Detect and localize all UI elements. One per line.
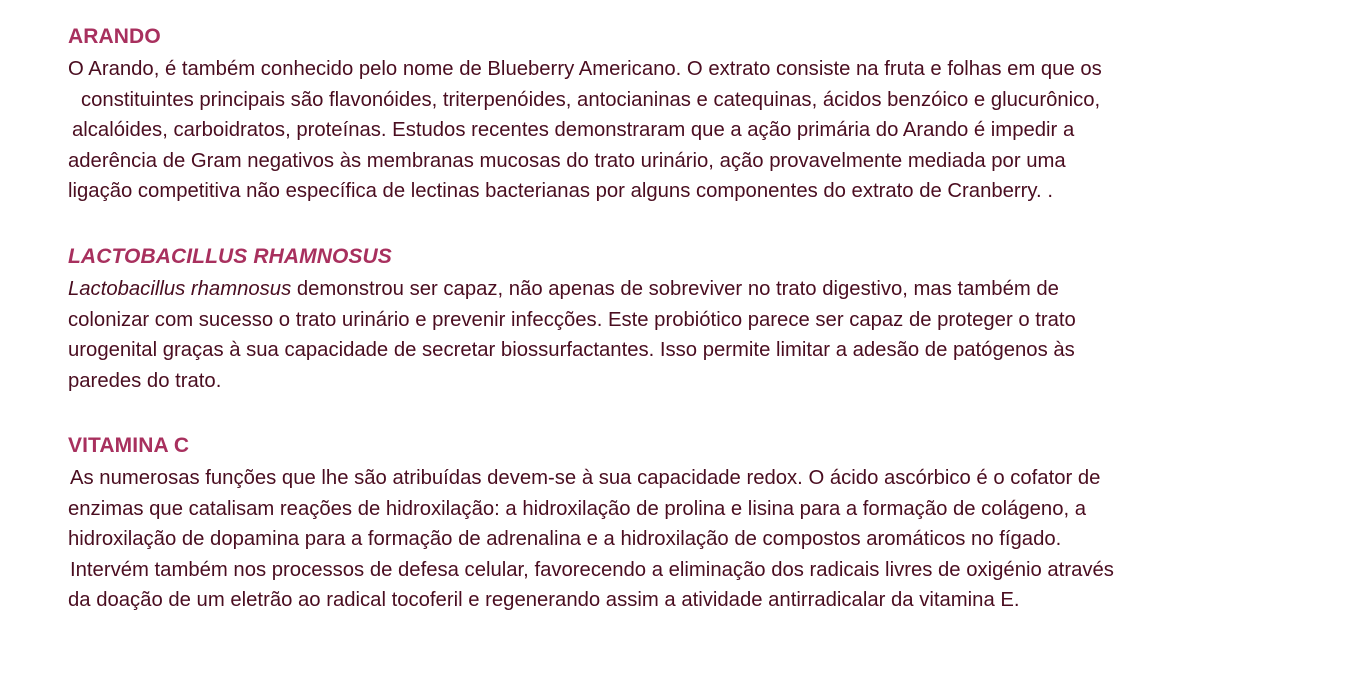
paragraph-line: aderência de Gram negativos às membranas mucosas do trato urinário, ação provavelmente mediada por uma — [68, 149, 1066, 172]
paragraph-text: demonstrou ser capaz, não apenas de sobreviver no trato digestivo, mas também de — [291, 278, 1059, 300]
section-heading-vitamina-c: VITAMINA C — [68, 434, 190, 457]
section-lactobacillus — [68, 244, 1308, 396]
paragraph-line: Intervém também nos processos de defesa celular, favorecendo a eliminação dos radicais livres de oxigénio através — [70, 558, 1114, 581]
paragraph-line: paredes do trato. — [68, 369, 222, 392]
paragraph-line: colonizar com sucesso o trato urinário e prevenir infecções. Este probiótico parece ser capaz de proteger o trato — [68, 308, 1076, 331]
section-body-lactobacillus — [68, 274, 1308, 396]
paragraph-line: da doação de um eletrão ao radical tocoferil e regenerando assim a atividade antirradicalar da vitamina E. — [68, 589, 1020, 611]
section-body-arando — [68, 54, 1308, 207]
paragraph-line: O Arando, é também conhecido pelo nome de Blueberry Americano. O extrato consiste na fruta e folhas em que os — [68, 58, 1102, 80]
section-vitamina-c — [68, 433, 1308, 616]
paragraph-line: alcalóides, carboidratos, proteínas. Estudos recentes demonstraram que a ação primária do Arando é impedir a — [72, 119, 1075, 141]
paragraph-line — [68, 274, 1308, 305]
section-body-vitamina-c — [68, 463, 1308, 616]
paragraph-line: ligação competitiva não específica de lectinas bacterianas por alguns componentes do extrato de Cranberry. . — [68, 180, 1053, 202]
paragraph-line: enzimas que catalisam reações de hidroxilação: a hidroxilação de prolina e lisina para a formação de colágeno, a — [68, 497, 1087, 520]
species-name: Lactobacillus rhamnosus — [68, 278, 292, 300]
section-heading-arando: ARANDO — [68, 25, 161, 48]
paragraph-line: As numerosas funções que lhe são atribuídas devem-se à sua capacidade redox. O ácido ascórbico é o cofator de — [70, 467, 1101, 489]
section-arando — [68, 24, 1308, 207]
paragraph-line: urogenital graças à sua capacidade de secretar biossurfactantes. Isso permite limitar a adesão de patógenos às — [68, 339, 1075, 361]
section-heading-lactobacillus: LACTOBACILLUS RHAMNOSUS — [68, 245, 392, 268]
paragraph-line: constituintes principais são flavonóides, triterpenóides, antocianinas e catequinas, ácidos benzóico e glucurônico, — [81, 88, 1101, 111]
paragraph-line: hidroxilação de dopamina para a formação de adrenalina e a hidroxilação de compostos aromáticos no fígado. — [68, 528, 1062, 550]
